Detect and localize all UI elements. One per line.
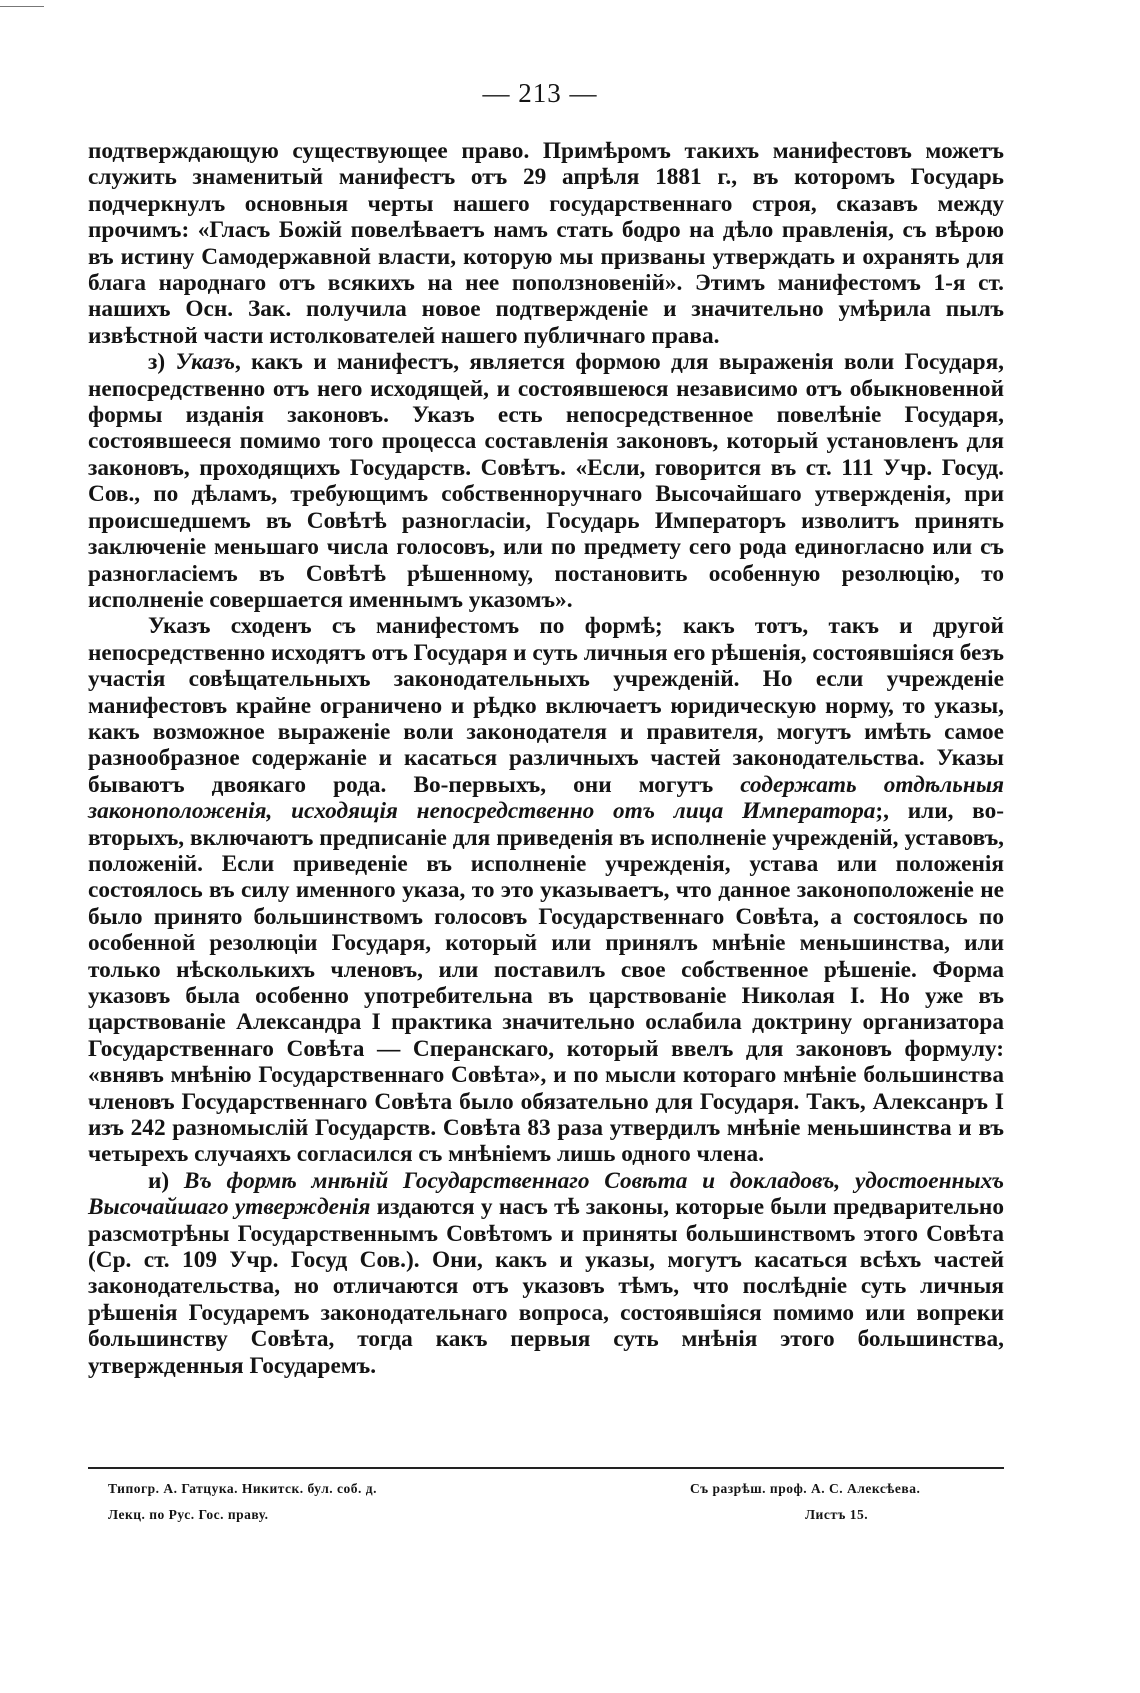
footer-course: Лекц. по Рус. Гос. праву. (108, 1507, 269, 1522)
text-run: подтверждающую существующее право. Примѣромъ такихъ манифестовъ можетъ служить знаменитый манифестъ отъ 29 апрѣля 1881 г., въ которомъ Государь подчеркнулъ основныя черты нашего государственнаго строя, сказавъ между прочимъ: «Гласъ Божій повелѣваетъ намъ стать бодро на дѣло правленія, съ вѣрою въ истину Самодержавной власти, которую мы призваны утверждать и охранять для блага народнаго отъ всякихъ на нее поползновеній». Этимъ манифестомъ 1-я ст. нашихъ Осн. Зак. получила новое подтвержденіе и значительно умѣрила пылъ извѣстной части истолкователей нашего публичнаго права. (88, 138, 1004, 349)
footer-sheet: Листъ 15. (805, 1507, 869, 1522)
emphasis-text: Въ формѣ мнѣній Государственнаго Совѣта и докладовъ, удостоенныхъ Высочайшаго утвержденія (88, 1167, 1004, 1221)
text-run: издаются у насъ тѣ законы, которые были предварительно разсмотрѣны Государственнымъ Совѣтомъ и приняты большинствомъ этого Совѣта (Ср. ст. 109 Учр. Госуд Сов.). Они, какъ и указы, могутъ касаться всѣхъ частей законодательства, но отличаются отъ указовъ тѣмъ, что послѣдніе суть личныя рѣшенія Государемъ законодательнаго вопроса, состоявшіяся помимо или вопреки большинству Совѣта, тогда какъ первыя суть мнѣнія этого большинства, утвержденныя Государемъ. (88, 1194, 1004, 1379)
text-run: Указъ сходенъ съ манифестомъ по формѣ; какъ тотъ, такъ и другой непосредственно исходятъ отъ Государя и суть личныя его рѣшенія, состоявшіяся безъ участія совѣщательныхъ законодательныхъ учрежденій. Но если учрежденіе манифестовъ крайне ограничено и рѣдко включаетъ юридическую норму, то указы, какъ возможное выраженіе воли законодателя и правителя, могутъ имѣть самое разнообразное содержаніе и касаться различныхъ частей законодательства. Указы бываютъ двоякаго рода. Во-первыхъ, они могутъ (88, 613, 1004, 798)
text-run: и) (148, 1167, 184, 1194)
emphasis-text: Указъ (175, 349, 236, 376)
footer-permission: Съ разрѣш. проф. А. С. Алексѣева. (690, 1481, 921, 1496)
text-run: ;, или, во-вторыхъ, включаютъ предписаніе для приведенія въ исполненіе учрежденій, уставовъ, положеній. Если приведеніе въ исполненіе учрежденія, устава или положенія состоялось въ силу именного указа, то это указываетъ, что данное законоположеніе не было принято большинствомъ голосовъ Государственнаго Совѣта, а состоялось по особенной резолюціи Государя, который или принялъ мнѣніе меньшинства, или только нѣсколькихъ членовъ, или поставилъ свое собственное рѣшеніе. Форма указовъ была особенно употребительна въ царствованіе Николая I. Но уже въ царствованіе Александра I практика значительно ослабила доктрину организатора Государственнаго Совѣта — Сперанскаго, который ввелъ для законовъ формулу: «внявъ мнѣнію Государственнаго Совѣта», и по мысли котораго мнѣніе большинства членовъ Государственнаго Совѣта было обязательно для Государя. Такъ, Алексанръ I изъ 242 разномыслій Государств. Совѣта 83 раза утвердилъ мнѣніе меньшинства и въ четырехъ случаяхъ согласился съ мнѣніемъ лишь одного члена. (88, 798, 1004, 1168)
text-run: з) (148, 349, 176, 376)
paragraph (88, 613, 1004, 1168)
scan-corner-mark (0, 6, 44, 7)
text-run: , какъ и манифестъ, является формою для выраженія воли Государя, непосредственно отъ него исходящей, и состоявшеюся независимо отъ обыкновенной формы изданія законовъ. Указъ есть непосредственное повелѣніе Государя, состоявшееся помимо того процесса составленія законовъ, который установленъ для законовъ, проходящихъ Государств. Совѣтъ. «Если, говорится въ ст. 111 Учр. Госуд. Сов., по дѣламъ, требующимъ собственноручнаго Высочайшаго утвержденія, при происшедшемъ въ Совѣтѣ разногласіи, Государь Императоръ изволитъ принять заключеніе меньшаго числа голосовъ, или по предмету сего рода единогласно или съ разногласіемъ въ Совѣтѣ рѣшенному, постановить особенную резолюцію, то исполненіе совершается именнымъ указомъ». (88, 349, 1004, 613)
paragraph (88, 1168, 1004, 1379)
page-number: — 213 — (482, 78, 598, 108)
footer-rule (88, 1467, 1004, 1469)
paragraph (88, 138, 1004, 349)
emphasis-text: содержать отдѣльныя законоположенія, исходящія непосредственно отъ лица Императора (88, 771, 1004, 825)
paragraph (88, 349, 1004, 613)
footer-printer: Типогр. А. Гатцука. Никитск. бул. соб. д. (108, 1481, 377, 1496)
body-text (88, 138, 1004, 1379)
